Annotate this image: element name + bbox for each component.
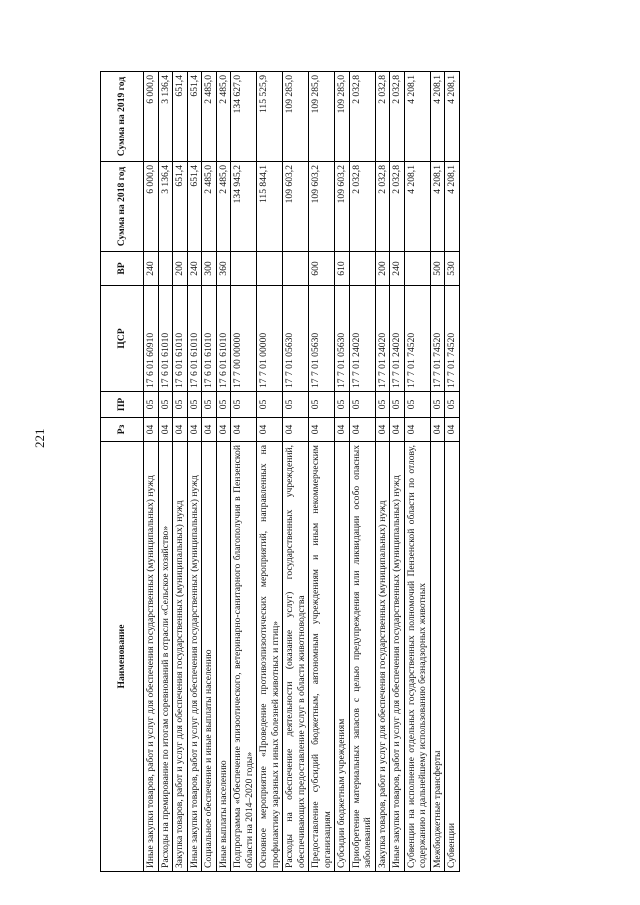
- row-sum-2018: 2 032,8: [349, 162, 375, 252]
- header-name: Наименование: [101, 442, 144, 872]
- row-vr: [283, 252, 309, 286]
- row-name: Основное мероприятие «Проведение противоэпизоотических мероприятий, направленных на профилактику заразных и иных болезней животных и птиц»: [257, 442, 283, 872]
- row-name: Субвенции: [445, 442, 460, 872]
- row-rz: 04: [335, 418, 350, 442]
- row-sum-2018: 2 485,0: [216, 162, 231, 252]
- table-row: [445, 72, 460, 872]
- header-csr: ЦСР: [101, 286, 144, 392]
- row-csr: 17 6 01 61010: [158, 286, 173, 392]
- row-vr: 200: [173, 252, 188, 286]
- row-sum-2018: 651,4: [173, 162, 188, 252]
- row-pr: 05: [309, 392, 335, 418]
- budget-table-container: [100, 72, 605, 872]
- row-sum-2019: 6 000,0: [144, 72, 159, 162]
- row-vr: 200: [375, 252, 390, 286]
- page-number: 221: [32, 428, 47, 448]
- row-pr: 05: [445, 392, 460, 418]
- row-rz: 04: [404, 418, 430, 442]
- row-sum-2018: 4 208,1: [404, 162, 430, 252]
- row-sum-2018: 651,4: [187, 162, 202, 252]
- row-pr: 05: [231, 392, 257, 418]
- row-name: Социальное обеспечение и иные выплаты населению: [202, 442, 217, 872]
- row-rz: 04: [349, 418, 375, 442]
- table-row: [257, 72, 283, 872]
- row-pr: 05: [158, 392, 173, 418]
- row-pr: 05: [202, 392, 217, 418]
- row-sum-2018: 3 136,4: [158, 162, 173, 252]
- header-sum-2018: Сумма на 2018 год: [101, 162, 144, 252]
- table-header-row: [101, 72, 144, 872]
- row-vr: [158, 252, 173, 286]
- row-sum-2019: 2 032,8: [349, 72, 375, 162]
- row-sum-2018: 134 945,2: [231, 162, 257, 252]
- row-rz: 04: [375, 418, 390, 442]
- row-vr: [231, 252, 257, 286]
- row-vr: [349, 252, 375, 286]
- row-name: Иные закупки товаров, работ и услуг для обеспечения государственных (муниципальных) нужд: [187, 442, 202, 872]
- table-row: [187, 72, 202, 872]
- row-sum-2018: 109 603,2: [335, 162, 350, 252]
- row-csr: 17 6 01 61010: [173, 286, 188, 392]
- row-rz: 04: [430, 418, 445, 442]
- table-row: [390, 72, 405, 872]
- row-pr: 05: [390, 392, 405, 418]
- row-sum-2019: 2 032,8: [390, 72, 405, 162]
- table-row: [283, 72, 309, 872]
- row-sum-2019: 2 032,8: [375, 72, 390, 162]
- row-rz: 04: [257, 418, 283, 442]
- row-rz: 04: [173, 418, 188, 442]
- row-pr: 05: [283, 392, 309, 418]
- row-csr: 17 6 01 61010: [202, 286, 217, 392]
- table-row: [349, 72, 375, 872]
- table-row: [173, 72, 188, 872]
- table-row: [202, 72, 217, 872]
- row-csr: 17 6 01 61010: [187, 286, 202, 392]
- row-sum-2019: 4 208,1: [404, 72, 430, 162]
- row-sum-2019: 651,4: [187, 72, 202, 162]
- row-sum-2019: 109 285,0: [335, 72, 350, 162]
- row-name: Иные закупки товаров, работ и услуг для обеспечения государственных (муниципальных) нужд: [390, 442, 405, 872]
- row-vr: 240: [390, 252, 405, 286]
- row-name: Межбюджетные трансферты: [430, 442, 445, 872]
- row-sum-2019: 651,4: [173, 72, 188, 162]
- row-pr: 05: [404, 392, 430, 418]
- row-pr: 05: [257, 392, 283, 418]
- row-sum-2019: 109 285,0: [309, 72, 335, 162]
- row-pr: 05: [375, 392, 390, 418]
- row-sum-2018: 2 032,8: [390, 162, 405, 252]
- row-csr: 17 7 01 74520: [445, 286, 460, 392]
- row-vr: 610: [335, 252, 350, 286]
- budget-table: [100, 71, 460, 872]
- row-pr: 05: [335, 392, 350, 418]
- row-rz: 04: [283, 418, 309, 442]
- row-pr: 05: [349, 392, 375, 418]
- row-sum-2019: 4 208,1: [430, 72, 445, 162]
- row-csr: 17 7 00 00000: [231, 286, 257, 392]
- row-pr: 05: [430, 392, 445, 418]
- row-sum-2019: 4 208,1: [445, 72, 460, 162]
- header-sum-2019: Сумма на 2019 год: [101, 72, 144, 162]
- table-row: [216, 72, 231, 872]
- row-sum-2018: 2 032,8: [375, 162, 390, 252]
- row-sum-2019: 109 285,0: [283, 72, 309, 162]
- row-vr: 240: [187, 252, 202, 286]
- table-row: [309, 72, 335, 872]
- row-rz: 04: [187, 418, 202, 442]
- row-pr: 05: [187, 392, 202, 418]
- row-csr: 17 7 01 24020: [349, 286, 375, 392]
- table-row: [404, 72, 430, 872]
- row-name: Расходы на обеспечение деятельности (оказание услуг) государственных учреждений, обеспечивающих предоставление услуг в области животноводства: [283, 442, 309, 872]
- row-csr: 17 6 01 61010: [216, 286, 231, 392]
- row-name: Закупка товаров, работ и услуг для обеспечения государственных (муниципальных) нужд: [173, 442, 188, 872]
- row-vr: 600: [309, 252, 335, 286]
- table-row: [158, 72, 173, 872]
- row-pr: 05: [216, 392, 231, 418]
- row-name: Иные выплаты населению: [216, 442, 231, 872]
- row-pr: 05: [173, 392, 188, 418]
- row-pr: 05: [144, 392, 159, 418]
- row-sum-2019: 2 485,0: [216, 72, 231, 162]
- row-csr: 17 6 01 60910: [144, 286, 159, 392]
- row-name: Расходы на премирование по итогам соревнований в отрасли «Сельское хозяйство»: [158, 442, 173, 872]
- row-vr: 500: [430, 252, 445, 286]
- row-csr: 17 7 01 05630: [309, 286, 335, 392]
- row-sum-2018: 2 485,0: [202, 162, 217, 252]
- row-sum-2018: 4 208,1: [445, 162, 460, 252]
- row-rz: 04: [144, 418, 159, 442]
- row-vr: 360: [216, 252, 231, 286]
- row-sum-2018: 109 603,2: [283, 162, 309, 252]
- header-vr: ВР: [101, 252, 144, 286]
- table-row: [144, 72, 159, 872]
- table-row: [375, 72, 390, 872]
- row-rz: 04: [390, 418, 405, 442]
- row-rz: 04: [445, 418, 460, 442]
- row-vr: 530: [445, 252, 460, 286]
- row-name: Приобретение материальных запасов с целью предупреждения или ликвидации особо опасных заболеваний: [349, 442, 375, 872]
- header-rz: Рз: [101, 418, 144, 442]
- header-pr: ПР: [101, 392, 144, 418]
- row-csr: 17 7 01 24020: [375, 286, 390, 392]
- table-row: [231, 72, 257, 872]
- row-vr: 240: [144, 252, 159, 286]
- row-name: Подпрограмма «Обеспечение эпизоотического, ветеринарно-санитарного благополучия в Пензенской области на 2014–2020 годы»: [231, 442, 257, 872]
- row-sum-2018: 6 000,0: [144, 162, 159, 252]
- row-name: Закупка товаров, работ и услуг для обеспечения государственных (муниципальных) нужд: [375, 442, 390, 872]
- row-csr: 17 7 01 74520: [430, 286, 445, 392]
- row-rz: 04: [158, 418, 173, 442]
- row-sum-2018: 109 603,2: [309, 162, 335, 252]
- row-sum-2019: 3 136,4: [158, 72, 173, 162]
- row-csr: 17 7 01 74520: [404, 286, 430, 392]
- row-name: Иные закупки товаров, работ и услуг для обеспечения государственных (муниципальных) нужд: [144, 442, 159, 872]
- row-sum-2019: 115 525,9: [257, 72, 283, 162]
- row-name: Субвенции на исполнение отдельных государственных полномочий Пензенской области по отлову, содержанию и дальнейшему использованию безнадзорных животных: [404, 442, 430, 872]
- row-sum-2019: 2 485,0: [202, 72, 217, 162]
- row-csr: 17 7 01 00000: [257, 286, 283, 392]
- row-sum-2018: 115 844,1: [257, 162, 283, 252]
- row-vr: [404, 252, 430, 286]
- table-row: [430, 72, 445, 872]
- row-csr: 17 7 01 05630: [335, 286, 350, 392]
- row-sum-2019: 134 627,0: [231, 72, 257, 162]
- row-vr: 300: [202, 252, 217, 286]
- row-rz: 04: [216, 418, 231, 442]
- row-rz: 04: [231, 418, 257, 442]
- row-rz: 04: [202, 418, 217, 442]
- row-csr: 17 7 01 05630: [283, 286, 309, 392]
- row-sum-2018: 4 208,1: [430, 162, 445, 252]
- row-csr: 17 7 01 24020: [390, 286, 405, 392]
- table-row: [335, 72, 350, 872]
- row-name: Предоставление субсидий бюджетным, автономным учреждениям и иным некоммерческим организациям: [309, 442, 335, 872]
- row-rz: 04: [309, 418, 335, 442]
- row-vr: [257, 252, 283, 286]
- row-name: Субсидии бюджетным учреждениям: [335, 442, 350, 872]
